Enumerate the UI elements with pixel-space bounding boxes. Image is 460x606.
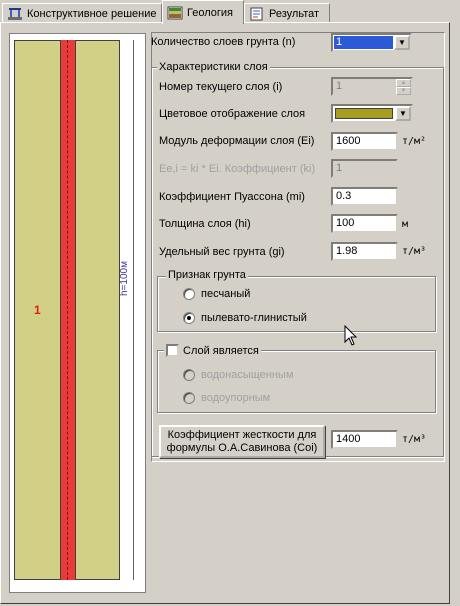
- unit-weight-unit: т/м³: [402, 246, 427, 257]
- unit-weight-input[interactable]: 1.98: [331, 242, 398, 261]
- current-layer-value: 1: [336, 80, 343, 92]
- thickness-label: Толщина слоя (hi): [159, 218, 251, 230]
- radio-sandy-button[interactable]: [183, 288, 195, 300]
- thickness-unit: м: [402, 219, 409, 230]
- layer-color-select[interactable]: [331, 104, 413, 123]
- height-dimension-line: [133, 40, 134, 580]
- spin-up-icon[interactable]: ▲: [396, 79, 411, 87]
- geology-icon: [167, 6, 183, 20]
- radio-sandy[interactable]: [183, 288, 250, 300]
- radio-silty-clay[interactable]: [183, 312, 307, 324]
- stiffness-coefficient-button[interactable]: Коэффициент жесткости для формулы О.А.Савинова (Coi): [159, 425, 325, 458]
- current-layer-label: Номер текущего слоя (i): [159, 81, 283, 93]
- stiffness-unit: т/м³: [402, 434, 427, 445]
- tab-geology[interactable]: [162, 0, 244, 24]
- current-layer-spinner[interactable]: [331, 77, 413, 96]
- tab-structural-solution[interactable]: [2, 3, 162, 23]
- unit-weight-label: Удельный вес грунта (gi): [159, 246, 285, 258]
- layer-count-select[interactable]: [331, 33, 412, 52]
- radio-silty-clay-label: пылевато-глинистый: [201, 312, 307, 324]
- stiffness-input[interactable]: 1400: [331, 430, 398, 449]
- result-icon: [249, 7, 265, 21]
- layer-is-checkbox-box[interactable]: [166, 344, 179, 357]
- radio-water-saturated-label: водонасыщенным: [201, 369, 294, 381]
- tab-structural-solution-label: Конструктивное решение: [27, 7, 157, 20]
- color-swatch: [335, 108, 393, 119]
- layer-number: 1: [34, 303, 41, 317]
- radio-waterproof-label: водоупорным: [201, 392, 271, 404]
- poisson-label: Коэффициент Пуассона (mi): [159, 191, 305, 203]
- spin-down-icon[interactable]: ▼: [396, 87, 411, 95]
- thickness-input[interactable]: 100: [331, 214, 398, 233]
- layer-count-label: Количество слоев грунта (n): [151, 36, 296, 48]
- layer-is-title: Слой является: [183, 344, 259, 357]
- modulus-label: Модуль деформации слоя (Ei): [159, 135, 315, 147]
- radio-waterproof-button[interactable]: [183, 392, 195, 404]
- poisson-input[interactable]: 0.3: [331, 187, 398, 206]
- spinner-buttons[interactable]: [395, 79, 411, 98]
- mouse-cursor-icon: [344, 325, 358, 350]
- chevron-down-icon[interactable]: ▼: [395, 106, 411, 121]
- layer-characteristics-title: Характеристики слоя: [159, 61, 268, 73]
- layer-count-value: 1: [334, 36, 393, 49]
- modulus-input[interactable]: 1600: [331, 132, 398, 151]
- layer-color-label: Цветовое отображение слоя: [159, 108, 306, 120]
- coef-k-input[interactable]: 1: [331, 159, 398, 178]
- modulus-unit: т/м²: [402, 136, 427, 147]
- radio-waterproof[interactable]: [183, 392, 270, 404]
- tab-strip: [0, 0, 460, 24]
- tab-result[interactable]: [244, 3, 330, 23]
- radio-water-saturated-button[interactable]: [183, 369, 195, 381]
- layer-is-checkbox[interactable]: [164, 344, 261, 357]
- tab-geology-label: Геология: [187, 6, 233, 19]
- tab-result-label: Результат: [269, 7, 320, 20]
- radio-sandy-label: песчаный: [201, 288, 251, 300]
- chevron-down-icon[interactable]: ▼: [394, 35, 410, 50]
- soil-type-title: Признак грунта: [168, 269, 246, 281]
- coef-k-label: Ee,i = ki * Ei. Коэффициент (ki): [159, 163, 316, 175]
- radio-water-saturated[interactable]: [183, 369, 293, 381]
- pile-shaft: [60, 40, 76, 580]
- radio-silty-clay-button[interactable]: [183, 312, 195, 324]
- height-label: h=100м: [119, 261, 130, 296]
- pile-axis: [67, 40, 68, 580]
- structure-icon: [7, 7, 23, 21]
